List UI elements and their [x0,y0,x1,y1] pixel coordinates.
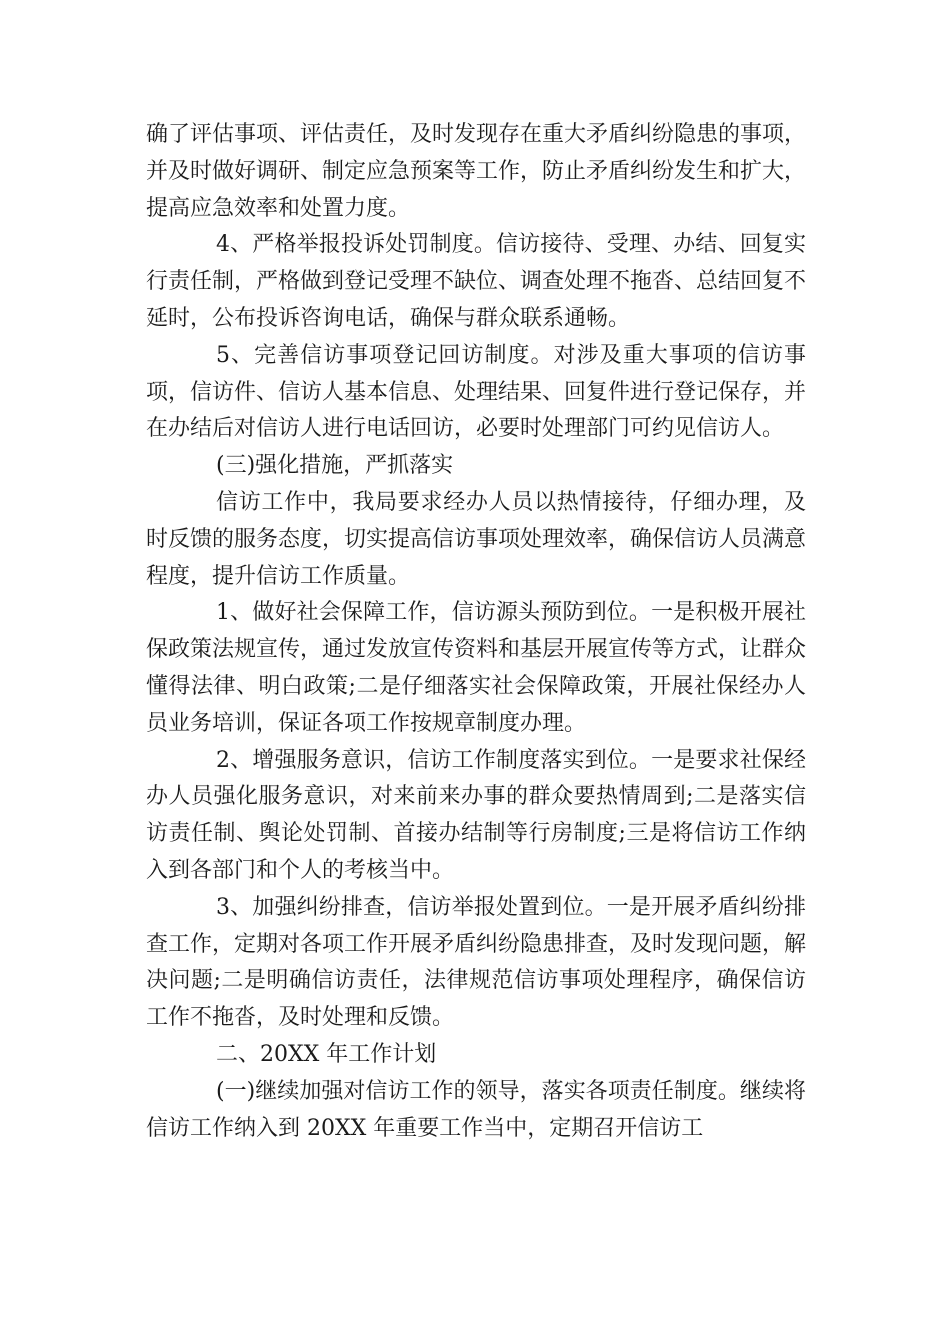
paragraph-2: 4、严格举报投诉处罚制度。信访接待、受理、办结、回复实行责任制，严格做到登记受理不缺位、调查处理不拖沓、总结回复不延时，公布投诉咨询电话，确保与群众联系通畅。 [146,232,807,331]
paragraph-5: 1、做好社会保障工作，信访源头预防到位。一是积极开展社保政策法规宣传，通过发放宣传资料和基层开展宣传等方式，让群众懂得法律、明白政策;二是仔细落实社会保障政策，开展社保经办人员业务培训，保证各项工作按规章制度办理。 [146,600,807,736]
paragraph-4: 信访工作中，我局要求经办人员以热情接待，仔细办理，及时反馈的服务态度，切实提高信访事项处理效率，确保信访人员满意程度，提升信访工作质量。 [146,489,807,589]
paragraph-8: (一)继续加强对信访工作的领导，落实各项责任制度。继续将信访工作纳入到 20XX 年重要工作当中，定期召开信访工 [146,1078,806,1141]
section-heading-plan: 二、20XX 年工作计划 [216,1041,437,1067]
paragraph-7: 3、加强纠纷排查，信访举报处置到位。一是开展矛盾纠纷排查工作，定期对各项工作开展矛盾纠纷隐患排查，及时发现问题，解决问题;二是明确信访责任，法律规范信访事项处理程序，确保信访工作不拖沓，及时处理和反馈。 [146,894,807,1031]
section-heading-3: (三)强化措施，严抓落实 [216,453,454,479]
paragraph-6: 2、增强服务意识，信访工作制度落实到位。一是要求社保经办人员强化服务意识，对来前来办事的群众要热情周到;二是落实信访责任制、舆论处罚制、首接办结制等行房制度;三是将信访工作纳入到各部门和个人的考核当中。 [146,747,806,883]
document-page [146,117,806,1147]
paragraph-3: 5、完善信访事项登记回访制度。对涉及重大事项的信访事项，信访件、信访人基本信息、处理结果、回复件进行登记保存，并在办结后对信访人进行电话回访，必要时处理部门可约见信访人。 [146,342,807,442]
paragraph-1: 确了评估事项、评估责任，及时发现存在重大矛盾纠纷隐患的事项，并及时做好调研、制定应急预案等工作，防止矛盾纠纷发生和扩大，提高应急效率和处置力度。 [146,122,807,221]
